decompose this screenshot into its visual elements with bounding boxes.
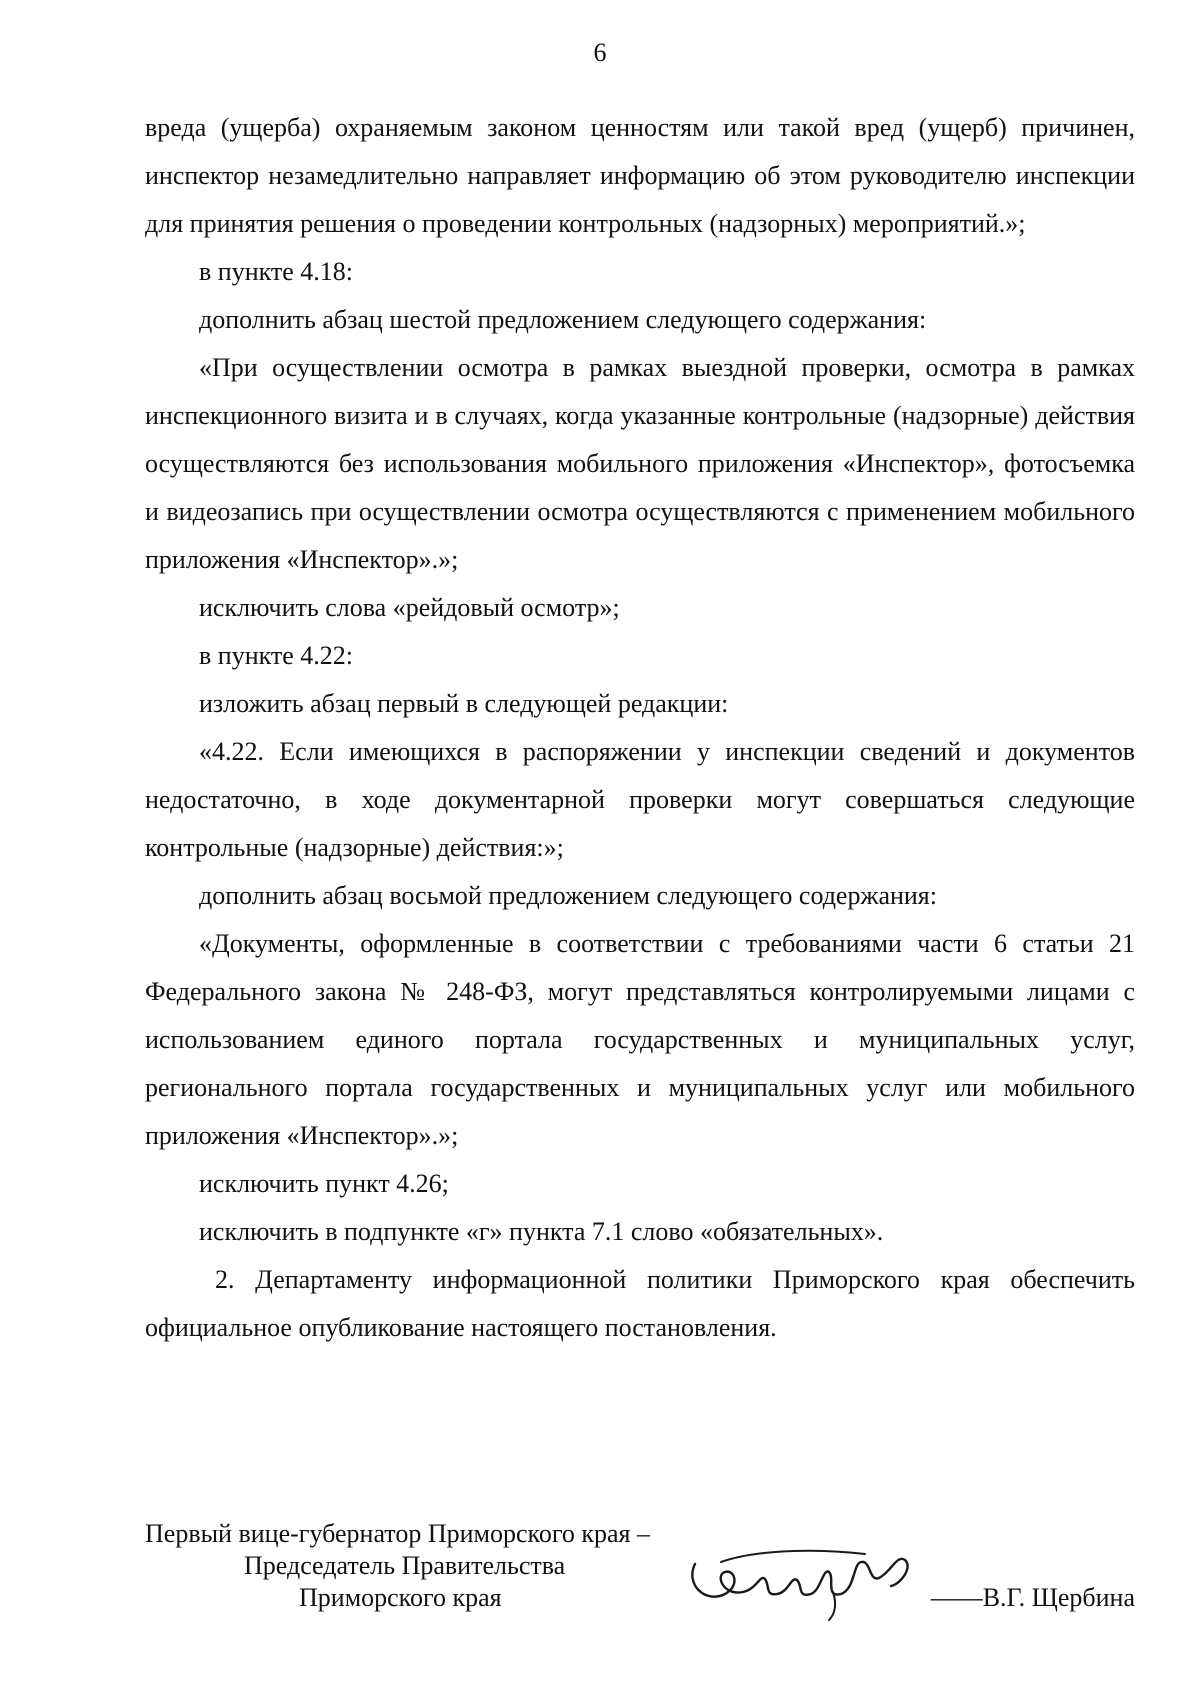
- page-number: 6: [593, 38, 607, 67]
- paragraph-restate-first: изложить абзац первый в следующей редакции:: [199, 689, 729, 718]
- paragraph-exclude-7-1: исключить в подпункте «г» пункта 7.1 слово «обязательных».: [199, 1217, 884, 1246]
- signatory-title-line-2: Председатель Правительства: [244, 1551, 566, 1580]
- paragraph-exclude-4-26: исключить пункт 4.26;: [199, 1169, 449, 1198]
- paragraph-continuation: вреда (ущерба) охраняемым законом ценностям или такой вред (ущерб) причинен, инспектор незамедлительно направляет информацию об этом руководителю инспекции для принятия решения о проведении контрольных (надзорных) мероприятий.»;: [145, 113, 1135, 238]
- paragraph-add-eighth: дополнить абзац восьмой предложением следующего содержания:: [199, 881, 937, 910]
- paragraph-inspection-quote: «При осуществлении осмотра в рамках выездной проверки, осмотра в рамках инспекционного визита и в случаях, когда указанные контрольные (надзорные) действия осуществляются без использования мобильного приложения «Инспектор», фотосъемка и видеозапись при осуществлении осмотра осуществляются с применением мобильного приложения «Инспектор».»;: [145, 353, 1135, 574]
- paragraph-point-4-18: в пункте 4.18:: [199, 257, 354, 286]
- signatory-name: ——В.Г. Щербина: [930, 1583, 1135, 1612]
- paragraph-documents-quote: «Документы, оформленные в соответствии с требованиями части 6 статьи 21 Федерального закона № 248-ФЗ, могут представляться контролируемыми лицами с использованием единого портала государственных и муниципальных услуг, регионального портала государственных и муниципальных услуг или мобильного приложения «Инспектор».»;: [145, 929, 1135, 1150]
- paragraph-item-2: 2. Департаменту информационной политики Приморского края обеспечить официальное опубликование настоящего постановления.: [145, 1265, 1135, 1342]
- signature-block: [145, 1518, 1135, 1638]
- paragraph-4-22-quote: «4.22. Если имеющихся в распоряжении у инспекции сведений и документов недостаточно, в ходе документарной проверки могут совершаться следующие контрольные (надзорные) действия:»;: [145, 737, 1135, 862]
- document-body: [145, 104, 1135, 1352]
- paragraph-exclude-raid: исключить слова «рейдовый осмотр»;: [199, 593, 620, 622]
- signatory-title-line-3: Приморского края: [299, 1583, 502, 1612]
- paragraph-point-4-22: в пункте 4.22:: [199, 641, 354, 670]
- signatory-title-line-1: Первый вице-губернатор Приморского края –: [145, 1519, 650, 1548]
- paragraph-add-sixth: дополнить абзац шестой предложением следующего содержания:: [199, 305, 927, 334]
